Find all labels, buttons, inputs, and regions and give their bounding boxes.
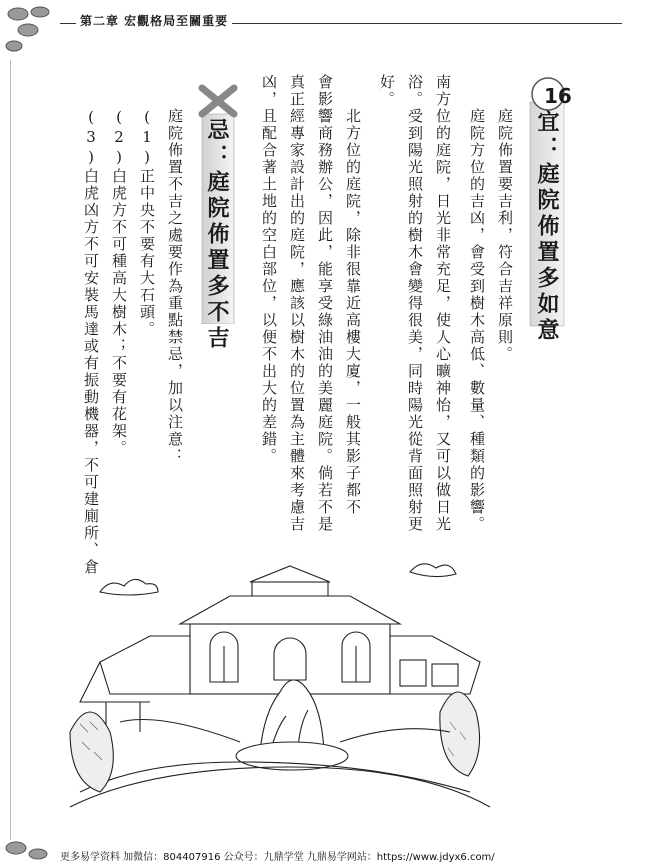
footer-text: 更多易学资料 加微信：804407916 公众号：九鼎学堂 九鼎易学网站：https://www.jdyx6.com/ [60, 852, 495, 863]
yi-paragraph: 庭院佈置要吉利，符合吉祥原則。 [496, 108, 514, 363]
ji-list-item: (1)正中央不要有大石頭。 [138, 108, 156, 338]
yi-paragraph: 南方位的庭院，日光非常充足，使人心曠神怡，又可以做日光 [434, 74, 452, 533]
yi-paragraph: 北方位的庭院，除非很靠近高樓大廈，一般其影子都不 [344, 108, 362, 516]
yi-paragraph: 好。 [378, 74, 396, 108]
yi-paragraph: 浴。受到陽光照射的樹木會變得很美，同時陽光從背面照射更 [406, 74, 424, 533]
ji-intro: 庭院佈置不吉之處要作為重點禁忌，加以注意： [166, 108, 184, 465]
yi-paragraph: 真正經專家設計出的庭院，應該以樹木的位置為主體來考慮吉 [288, 74, 306, 533]
cloud-footer-ornament-icon [0, 830, 60, 864]
section-yi-title: 宜：庭院佈置多如意 [534, 110, 560, 344]
yi-paragraph: 凶，且配合著土地的空白部位，以便不出大的差錯。 [260, 74, 278, 465]
margin-rule [10, 60, 11, 840]
house-garden-illustration [60, 552, 500, 812]
ji-list-item: (3)白虎凶方不可安裝馬達或有振動機器，不可建廁所、倉 [82, 108, 100, 576]
yi-paragraph: 會影響商務辦公，因此，能享受綠油油的美麗庭院。倘若不是 [316, 74, 334, 533]
chapter-title: 第二章 宏觀格局至關重要 [76, 12, 232, 29]
page-header [0, 8, 662, 28]
ji-list-item: (2)白虎方不可種高大樹木；不要有花架。 [110, 108, 128, 457]
yi-paragraph: 庭院方位的吉凶，會受到樹木高低、數量、種類的影響。 [468, 108, 486, 533]
section-number: 16 [544, 84, 572, 108]
section-ji-title: 忌：庭院佈置多不吉 [204, 118, 230, 352]
